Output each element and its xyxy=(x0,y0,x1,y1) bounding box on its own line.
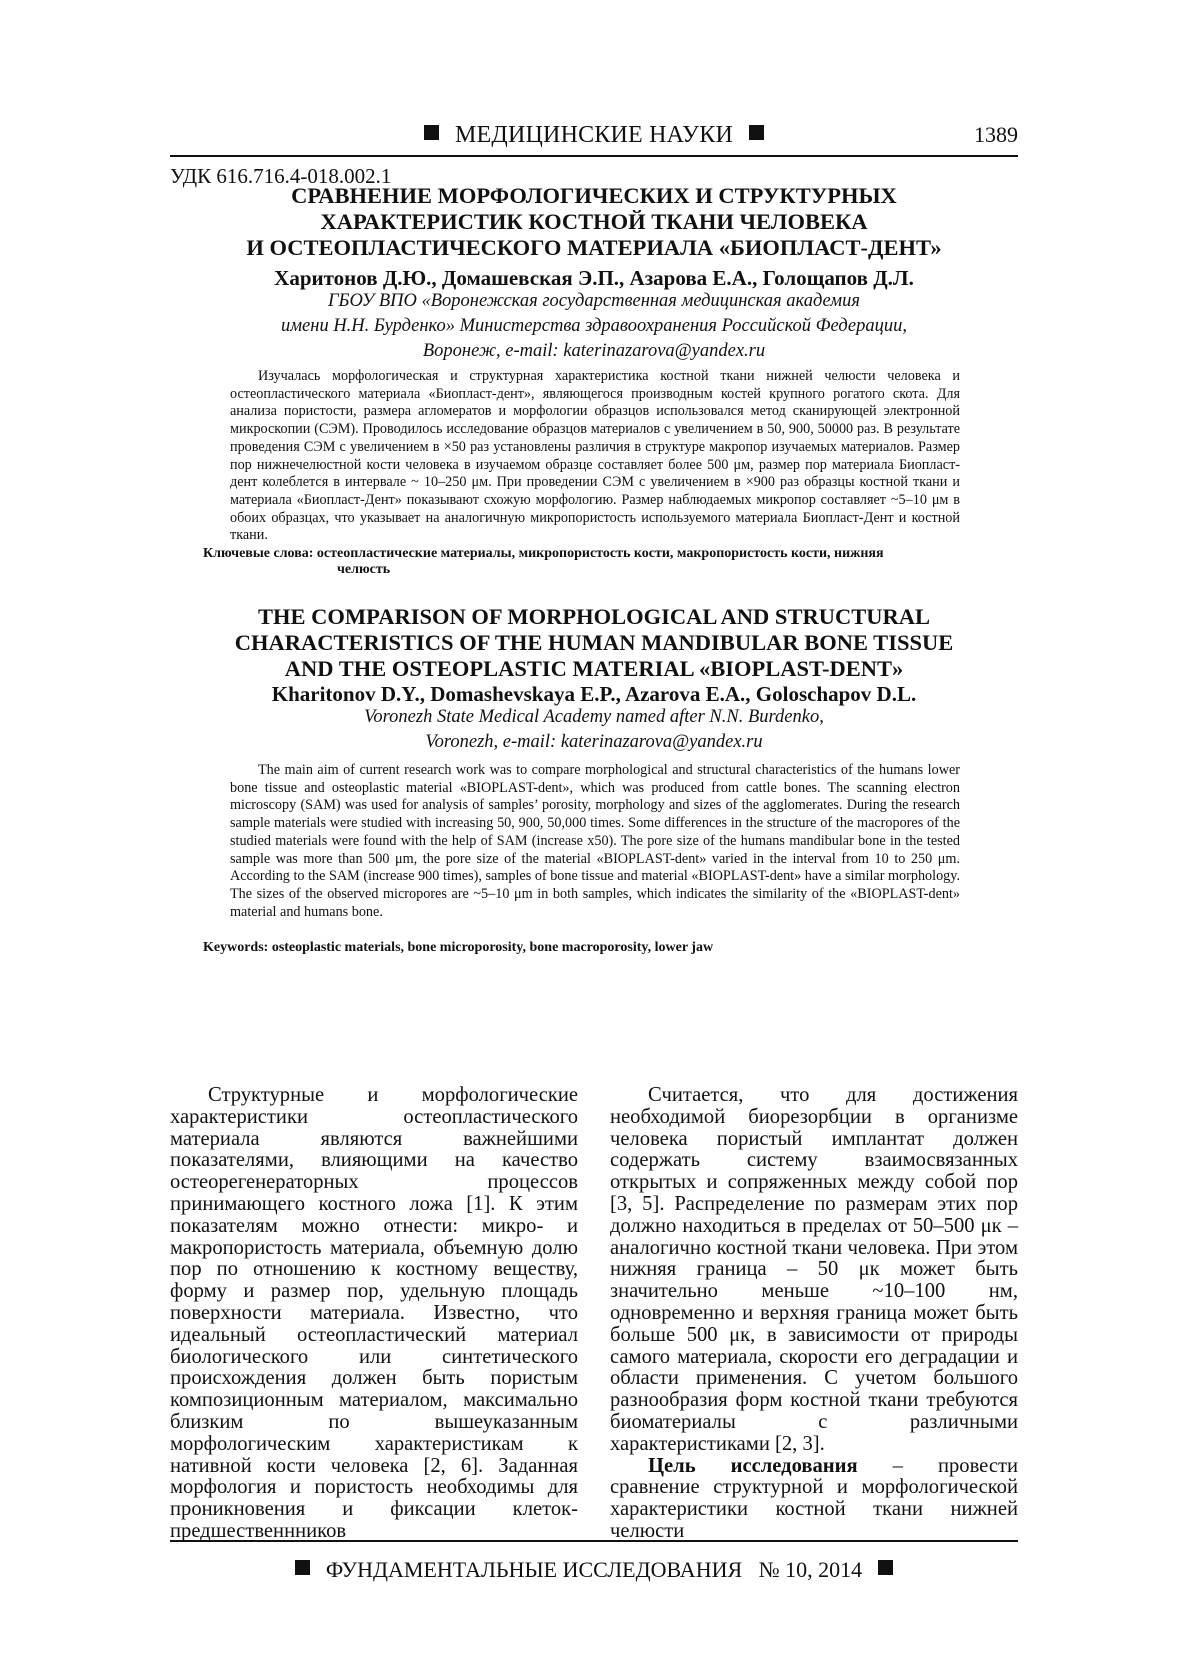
body-paragraph: Считается, что для достижения необходимой биорезорбции в организме человека пористый имплантат должен содержать систему взаимосвязанных открытых и сопряженных между собой пор [3, 5]. Распределение по размерам этих пор должно находиться в пределах от 50–500 μк – аналогично костной ткани человека. При этом нижняя граница – 50 μк может быть значительно меньше ~10–100 нм, одновременно и верхняя граница может быть больше 500 μк, в зависимости от природы самого материала, скорости его деградации и области применения. С учетом большого разнообразия форм костной ткани требуются биоматериалы с различными характеристиками [2, 3]. xyxy=(610,1084,1018,1455)
body-paragraph: Структурные и морфологические характеристики остеопластического материала являются важнейшими показателями, влияющими на качество остеорегенераторных процессов принимающего костного ложа [1]. К этим показателям можно отнести: микро- и макропористость материала, объемную долю пор по отношению к костному веществу, форму и размер пор, удельную площадь поверхности материала. Известно, что идеальный остеопластический материал биологического или синтетического происхождения должен быть пористым композиционным материалом, максимально близким по вышеуказанным морфологическим характеристикам к нативной кости человека [2, 6]. Заданная морфология и пористость необходимы для проникновения и фиксации клеток-предшественнников xyxy=(170,1084,578,1542)
ru-title xyxy=(170,183,1018,261)
body-paragraph xyxy=(610,1456,1018,1543)
en-affiliation-line: Voronezh, e-mail: katerinazarova@yandex.ru xyxy=(425,732,763,752)
en-abstract: The main aim of current research work was to compare morphological and structural characteristics of the humans lower bone tissue and osteoplastic material «BIOPLAST-dent», which was produced from cattle bones. The scanning electron microscopy (SAM) was used for analysis of samples’ porosity, morphology and sizes of the agglomerates. During the research sample materials were studied with increasing 50, 900, 50,000 times. Some differences in the structure of the macropores of the studied materials were found with the help of SAM (increase x50). The pore size of the humans mandibular bone in the tested sample was more than 500 μm, the pore size of the material «BIOPLAST-dent» varied in the interval from 10 to 250 μm. According to the SAM (increase 900 times), samples of bone tissue and material «BIOPLAST-dent» have a similar morphology. The sizes of the observed micropores are ~5–10 μm in both samples, which indicates the similarity of the «BIOPLAST-dent» material and humans bone. xyxy=(230,762,960,920)
ru-authors: Харитонов Д.Ю., Домашевская Э.П., Азарова Е.А., Голощапов Д.Л. xyxy=(274,266,914,290)
ru-keywords xyxy=(203,546,983,578)
ru-keywords-line: Ключевые слова: остеопластические материалы, микропористость кости, макропористость кости, нижняя xyxy=(203,546,884,561)
ru-affiliation xyxy=(170,289,1018,364)
square-bullet-icon xyxy=(295,1560,310,1575)
ru-abstract: Изучалась морфологическая и структурная характеристика костной ткани нижней челюсти человека и остеопластического материала «Биопласт-дент», являющегося производным костей крупного рогатого скота. Для анализа пористости, размера агломератов и морфологии образцов использовался метод сканирующей электронной микроскопии (СЭМ). Проводилось исследование образцов материалов с увеличением в 50, 900, 50000 раз. В результате проведения СЭМ с увеличением в ×50 раз установлены различия в структуре макропор изучаемых материалов. Размер пор нижнечелюстной кости человека в изучаемом образце составляет более 500 μм, размер пор материала Биопласт-дент колеблется в интервале ~ 10–250 μм. При проведении СЭМ с увеличением в ×900 раз образцы костной ткани и материала «Биопласт-Дент» показывают схожую морфологию. Размер наблюдаемых микропор составляет ~5–10 μм в обоих образцах, что указывает на аналогичную микропористость используемого материала Биопласт-Дент и костной ткани. xyxy=(230,368,960,544)
running-header xyxy=(170,119,1018,157)
journal-name: ФУНДАМЕНТАЛЬНЫЕ ИССЛЕДОВАНИЯ xyxy=(325,1557,743,1582)
section-title xyxy=(170,122,1018,149)
study-aim-text: – провести сравнение структурной и морфологической характеристики костной ткани нижней челюсти xyxy=(610,1454,1018,1542)
body-left-column xyxy=(170,1085,578,1543)
ru-affiliation-line: имени Н.Н. Бурденко» Министерства здравоохранения Российской Федерации, xyxy=(281,316,907,336)
ru-affiliation-line: ГБОУ ВПО «Воронежская государственная медицинская академия xyxy=(328,291,860,311)
square-bullet-icon xyxy=(878,1560,893,1575)
ru-affiliation-line: Воронеж, e-mail: katerinazarova@yandex.ru xyxy=(422,341,766,361)
ru-title-line: СРАВНЕНИЕ МОРФОЛОГИЧЕСКИХ И СТРУКТУРНЫХ xyxy=(291,183,897,208)
en-title-line: THE COMPARISON OF MORPHOLOGICAL AND STRUCTURAL xyxy=(258,604,930,629)
ru-title-line: ХАРАКТЕРИСТИК КОСТНОЙ ТКАНИ ЧЕЛОВЕКА xyxy=(320,209,868,234)
en-authors: Kharitonov D.Y., Domashevskaya E.P., Azarova E.A., Goloschapov D.L. xyxy=(271,682,917,706)
page-number: 1389 xyxy=(974,122,1018,147)
en-keywords: Keywords: osteoplastic materials, bone microporosity, bone macroporosity, lower jaw xyxy=(203,940,714,955)
section-name: МЕДИЦИНСКИЕ НАУКИ xyxy=(455,122,733,148)
ru-title-line: И ОСТЕОПЛАСТИЧЕСКОГО МАТЕРИАЛА «БИОПЛАСТ-ДЕНТ» xyxy=(246,235,942,260)
study-aim-label: Цель исследования xyxy=(648,1454,858,1477)
square-bullet-icon xyxy=(424,125,439,140)
square-bullet-icon xyxy=(749,125,764,140)
en-title-line: CHARACTERISTICS OF THE HUMAN MANDIBULAR BONE TISSUE xyxy=(234,630,954,655)
en-title xyxy=(170,604,1018,682)
en-title-line: AND THE OSTEOPLASTIC MATERIAL «BIOPLAST-DENT» xyxy=(284,656,904,681)
ru-keywords-line: челюсть xyxy=(337,562,391,577)
en-affiliation xyxy=(170,705,1018,755)
journal-footer xyxy=(170,1557,1018,1583)
footer-rule xyxy=(170,1540,1018,1542)
journal-issue: № 10, 2014 xyxy=(758,1557,863,1582)
en-affiliation-line: Voronezh State Medical Academy named after N.N. Burdenko, xyxy=(364,707,824,727)
body-right-column xyxy=(610,1085,1018,1543)
udk-code: УДК 616.716.4-018.002.1 xyxy=(170,164,392,188)
